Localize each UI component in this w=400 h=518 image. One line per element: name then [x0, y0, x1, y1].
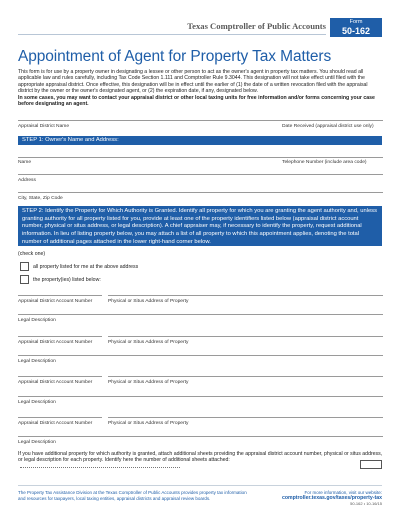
name-label: Name	[18, 160, 32, 165]
address-label: Address	[18, 178, 36, 183]
page-title: Appointment of Agent for Property Tax Matters	[18, 48, 332, 65]
situs-address-label: Physical or Situs Address of Property	[108, 380, 189, 385]
header-rule	[18, 34, 326, 35]
check-one-label: (check one)	[18, 251, 46, 257]
legal-description-label: Legal Description	[18, 440, 56, 445]
footer-description: The Property Tax Assistance Division at the Texas Comptroller of Public Accounts provides property tax information and resources for taxpayers, local taxing entities, appraisal districts and appraisal review boards.	[18, 490, 247, 501]
legal-description-field[interactable]	[18, 355, 383, 356]
situs-address-label: Physical or Situs Address of Property	[108, 340, 189, 345]
situs-address-field[interactable]	[108, 376, 383, 377]
additional-sheets-text	[18, 451, 383, 470]
legal-description-field[interactable]	[18, 396, 383, 397]
intro-paragraph: This form is for use by a property owner in designating a lessee or other person to act as the owner's agent in property tax matters. You should read all applicable law and rules carefully, including Tax Code Section 1.111 and Comptroller Rule 9.3044. This designation will not take effect until filed with the appropriate appraisal district. Once effective, this designation will be in effect until the earlier of (1) the date of a written revocation filed with the appraisal district by the owner or the owner's designated agent, or (2) the expiration date, if any, designated below.	[18, 69, 368, 94]
legal-description-label: Legal Description	[18, 400, 56, 405]
step1-header: STEP 1: Owner's Name and Address:	[18, 136, 382, 145]
city-state-zip-label: City, State, Zip Code	[18, 196, 63, 201]
all-property-label: all property listed for me at the above address	[33, 264, 139, 270]
city-state-zip-field[interactable]	[18, 192, 383, 193]
account-number-field[interactable]	[18, 336, 102, 337]
situs-address-label: Physical or Situs Address of Property	[108, 299, 189, 304]
agency-name: Texas Comptroller of Public Accounts	[187, 21, 326, 31]
leader-dots	[20, 464, 180, 468]
legal-description-field[interactable]	[18, 314, 383, 315]
footer-info	[282, 490, 382, 507]
legal-description-field[interactable]	[18, 436, 383, 437]
situs-address-field[interactable]	[108, 336, 383, 337]
address-field[interactable]	[18, 174, 383, 175]
form-number: 50-162	[341, 26, 371, 36]
step2-header: STEP 2: Identify the Property for Which Authority is Granted. Identify all property for which you are granting the agent authority and, unless granting authority for all property listed for you, provide at least one of the property identifiers listed below (appraisal district account number, physical or situs address, or legal description). A chief appraiser may, if necessary to identify the property, request additional information. In lieu of listing property below, you may attach a list of all property to which this appointment applies, denoting the total number of additional pages attached in the lower right-hand corner below.	[18, 206, 382, 246]
account-number-field[interactable]	[18, 417, 102, 418]
listed-property-checkbox[interactable]	[20, 275, 29, 284]
situs-address-field[interactable]	[108, 417, 383, 418]
legal-description-label: Legal Description	[18, 318, 56, 323]
account-number-label: Appraisal District Account Number	[18, 299, 93, 304]
legal-description-label: Legal Description	[18, 359, 56, 364]
account-number-field[interactable]	[18, 376, 102, 377]
footer-website-link[interactable]: comptroller.texas.gov/taxes/property-tax	[281, 494, 382, 501]
owner-name-field[interactable]	[18, 157, 383, 158]
form-number-badge	[330, 18, 382, 37]
situs-address-field[interactable]	[108, 295, 383, 296]
listed-property-label: the property(ies) listed below:	[33, 277, 101, 283]
additional-sheets-count-field[interactable]	[360, 460, 382, 469]
footer-form-code: 50-162 • 10-16/15	[350, 501, 382, 507]
account-number-label: Appraisal District Account Number	[18, 380, 93, 385]
date-received-label: Date Received (appraisal district use only)	[282, 124, 374, 129]
appraisal-district-name-label: Appraisal District Name	[18, 124, 70, 129]
account-number-label: Appraisal District Account Number	[18, 340, 93, 345]
footer-website-intro: For more information, visit our website:	[304, 490, 382, 495]
appraisal-district-name-field[interactable]	[18, 120, 383, 121]
footer-rule	[18, 485, 382, 486]
all-property-checkbox[interactable]	[20, 262, 29, 271]
account-number-field[interactable]	[18, 295, 102, 296]
additional-sheets-label: If you have additional property for which authority is granted, attach additional sheets providing the appraisal district account number, physical or situs address, or legal description for each property. Identify here the number of additional sheets attached:	[18, 451, 383, 464]
intro-bold-paragraph: In some cases, you may want to contact your appraisal district or other local taxing units for free information and/or forms concerning your case before designating an agent.	[18, 95, 375, 108]
form-label: Form	[349, 19, 363, 25]
telephone-label: Telephone Number (include area code)	[282, 160, 367, 165]
situs-address-label: Physical or Situs Address of Property	[108, 421, 189, 426]
account-number-label: Appraisal District Account Number	[18, 421, 93, 426]
